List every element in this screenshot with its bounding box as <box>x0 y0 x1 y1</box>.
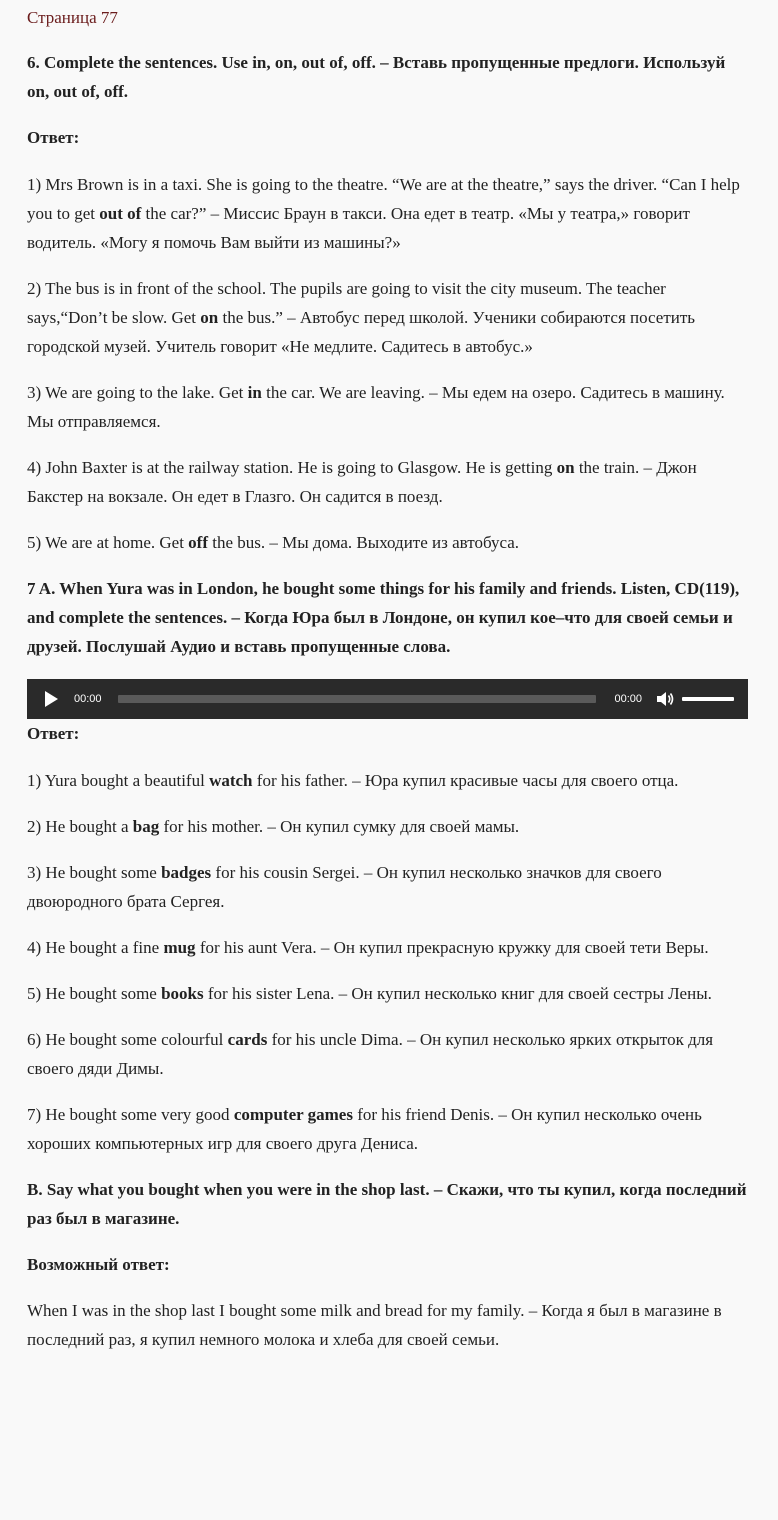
exercise-6-item-5: 5) We are at home. Get off the bus. – Мы дома. Выходите из автобуса. <box>27 533 519 552</box>
exercise-7a-item-2: 2) He bought a bag for his mother. – Он купил сумку для своей мамы. <box>27 817 520 836</box>
current-time: 00:00 <box>74 693 102 705</box>
exercise-7b-heading: B. Say what you bought when you were in the shop last. – Скажи, что ты купил, когда последний раз был в магазине. <box>27 1180 747 1228</box>
exercise-6-heading: 6. Complete the sentences. Use in, on, out of, off. – Вставь пропущенные предлоги. Используй on, out of, off. <box>27 53 726 101</box>
exercise-6-answer-label: Ответ: <box>27 128 80 147</box>
exercise-7a-item-6: 6) He bought some colourful cards for his uncle Dima. – Он купил несколько ярких открыток для своего дяди Димы. <box>27 1030 714 1078</box>
duration-time: 00:00 <box>614 693 642 705</box>
exercise-6-item-1: 1) Mrs Brown is in a taxi. She is going to the theatre. “We are at the theatre,” says the driver. “Can I help you to get out of the car?” – Миссис Браун в такси. Она едет в театр. «Мы у театра,» говорит водитель. «Могу я помочь Вам выйти из машины?» <box>27 175 740 252</box>
exercise-7a-item-5: 5) He bought some books for his sister Lena. – Он купил несколько книг для своей сестры Лены. <box>27 984 712 1003</box>
exercise-7a-item-4: 4) He bought a fine mug for his aunt Vera. – Он купил прекрасную кружку для своей тети Веры. <box>27 938 709 957</box>
volume-slider[interactable] <box>682 697 734 701</box>
exercise-6-item-2: 2) The bus is in front of the school. The pupils are going to visit the city museum. The teacher says,“Don’t be slow. Get on the bus.” – Автобус перед школой. Ученики собираются посетить городской музей. Учитель говорит «Не медлите. Садитесь в автобус.» <box>27 279 696 356</box>
exercise-7a-item-1: 1) Yura bought a beautiful watch for his father. – Юра купил красивые часы для своего отца. <box>27 771 679 790</box>
play-icon[interactable] <box>45 691 58 707</box>
exercise-7a-answer-label: Ответ: <box>27 724 80 743</box>
exercise-7a-item-7: 7) He bought some very good computer games for his friend Denis. – Он купил несколько очень хороших компьютерных игр для своего друга Дениса. <box>27 1105 702 1153</box>
audio-progress-bar[interactable] <box>118 695 597 703</box>
exercise-7b-answer: When I was in the shop last I bought some milk and bread for my family. – Когда я был в магазине в последний раз, я купил немного молока и хлеба для своей семьи. <box>27 1301 722 1349</box>
exercise-6-item-3: 3) We are going to the lake. Get in the car. We are leaving. – Мы едем на озеро. Садитесь в машину. Мы отправляемся. <box>27 383 725 431</box>
page-number: Страница 77 <box>27 8 118 27</box>
exercise-7a-item-3: 3) He bought some badges for his cousin Sergei. – Он купил несколько значков для своего двоюродного брата Сергея. <box>27 863 662 911</box>
volume-icon[interactable] <box>656 690 676 708</box>
exercise-7b-answer-label: Возможный ответ: <box>27 1255 170 1274</box>
exercise-6-item-4: 4) John Baxter is at the railway station. He is going to Glasgow. He is getting on the train. – Джон Бакстер на вокзале. Он едет в Глазго. Он садится в поезд. <box>27 458 697 506</box>
audio-player <box>27 679 748 719</box>
exercise-7a-heading: 7 A. When Yura was in London, he bought some things for his family and friends. Listen, CD(119), and complete the sentences. – Когда Юра был в Лондоне, он купил кое–что для своей семьи и друзей. Послушай Аудио и вставь пропущенные слова. <box>27 579 740 656</box>
